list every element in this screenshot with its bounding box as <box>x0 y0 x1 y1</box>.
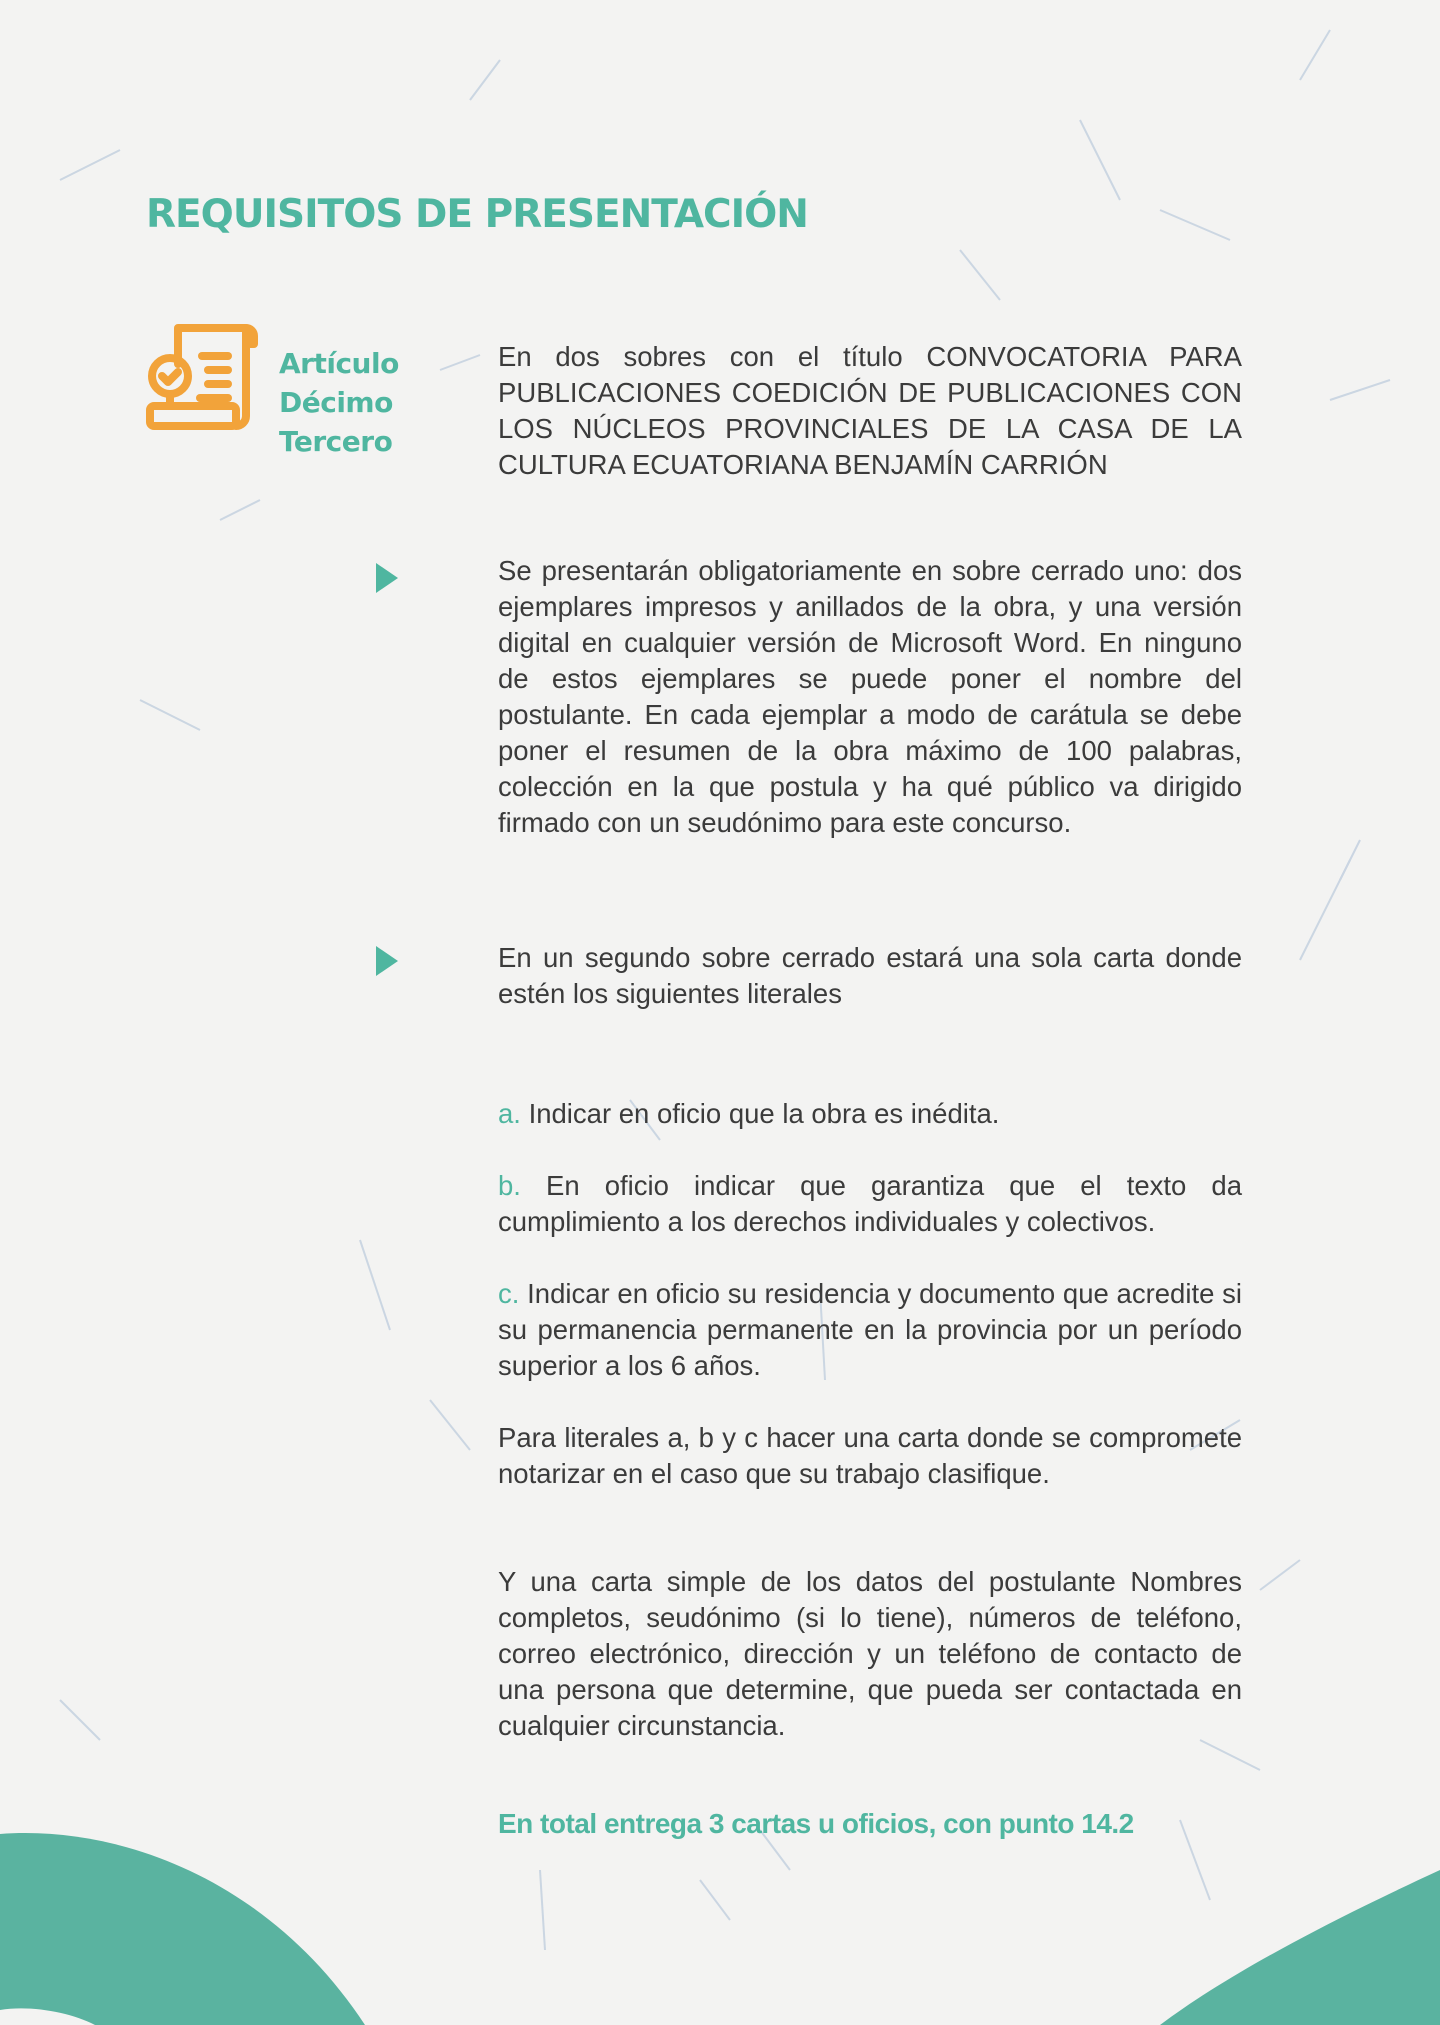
literal-c <box>498 1276 1242 1384</box>
triangle-right-icon <box>376 946 398 976</box>
literal-letter: c. <box>498 1278 520 1309</box>
note-paragraph: Para literales a, b y c hacer una carta donde se compromete notarizar en el caso que su trabajo clasifique. <box>498 1422 1242 1489</box>
literal-letter: a. <box>498 1098 521 1129</box>
article-label-line: Décimo <box>279 386 393 419</box>
bullet-paragraph: En un segundo sobre cerrado estará una sola carta donde estén los siguientes literales <box>498 942 1242 1009</box>
article-label-line: Artículo <box>279 347 399 380</box>
literal-b <box>498 1168 1242 1240</box>
literal-letter: b. <box>498 1170 521 1201</box>
literal-text: Indicar en oficio que la obra es inédita. <box>528 1098 1000 1129</box>
decorative-shape-right <box>1160 1870 1440 2025</box>
bullet-paragraph: Se presentarán obligatoriamente en sobre cerrado uno: dos ejemplares impresos y anillados de la obra, y una versión digital en cualquier versión de Microsoft Word. En ninguno de estos ejemplares se puede poner el nombre del postulante. En cada ejemplar a modo de carátula se debe poner el resumen de la obra máximo de 100 palabras, colección en la que postula y ha qué público va dirigido firmado con un seudónimo para este concurso. <box>498 555 1242 838</box>
closing-note: En total entrega 3 cartas u oficios, con punto 14.2 <box>498 1808 1134 1839</box>
literal-a <box>498 1096 1242 1132</box>
triangle-right-icon <box>376 563 398 593</box>
literal-text: En oficio indicar que garantiza que el texto da cumplimiento a los derechos individuales y colectivos. <box>498 1170 1242 1237</box>
note-paragraph: Y una carta simple de los datos del postulante Nombres completos, seudónimo (si lo tiene), números de teléfono, correo electrónico, dirección y un teléfono de contacto de una persona que determine, que pueda ser contactada en cualquier circunstancia. <box>498 1566 1242 1741</box>
article-label-line: Tercero <box>279 425 393 458</box>
article-label <box>279 344 399 461</box>
intro-paragraph: En dos sobres con el título CONVOCATORIA PARA PUBLICACIONES COEDICIÓN DE PUBLICACIONES CON LOS NÚCLEOS PROVINCIALES DE LA CASA DE LA CULTURA ECUATORIANA BENJAMÍN CARRIÓN <box>498 341 1242 480</box>
document-scroll-check-icon <box>146 318 262 434</box>
literal-text: Indicar en oficio su residencia y documento que acredite si su permanencia permanente en la provincia por un período superior a los 6 años. <box>498 1278 1242 1381</box>
page-title: REQUISITOS DE PRESENTACIÓN <box>146 192 808 237</box>
decorative-shape-left <box>0 1820 400 2025</box>
